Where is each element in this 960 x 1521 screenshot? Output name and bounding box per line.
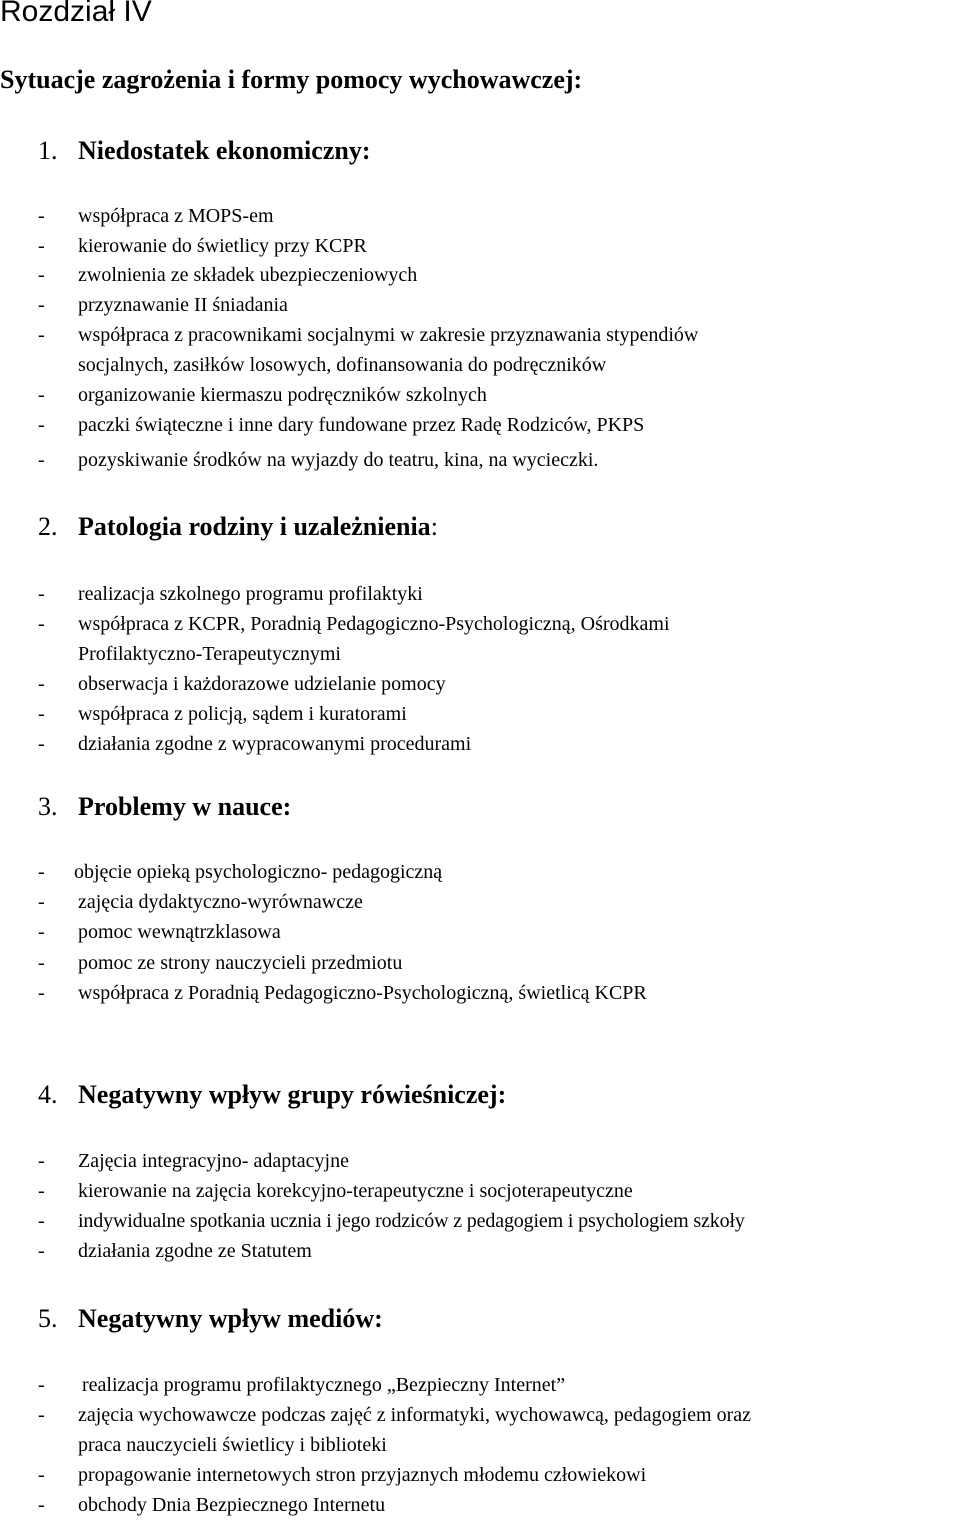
list-item: - współpraca z pracownikami socjalnymi w zakresie przyznawania stypendiów socjalnych, zasiłków losowych, dofinansowania do podręczników [38, 324, 699, 376]
document-page: Rozdział IV Sytuacje zagrożenia i formy pomocy wychowawczej: 1. Niedostatek ekonomiczny: - współpraca z MOPS-em - kierowanie do świetlicy przy KCPR - zwolnienia ze składek ubezpieczeniowych - przyznawanie II śniadania - współpraca z pracownikami socjalnymi w zakresie przyznawania stypendiów socjalnych, zasiłków losowych, dofinansowania do podręczników - organizowanie kiermaszu podręczników szkolnych - paczki świąteczne i inne dary fundowane przez Radę Rodziców, PKPS - pozyskiwanie środków na wyjazdy do teatru, kina, na wycieczki. 2. Patologia rodziny i uzależnienia: - realizacja szkolnego programu profilaktyki - współpraca z KCPR, Poradnią Pedagogiczno-Psychologiczną, Ośrodkami Profilaktyczno-Terapeutycznymi - obserwacja i każdorazowe udzielanie pomocy - współpraca z policją, sądem i kuratorami - działania zgodne z wypracowanymi procedurami 3. Problemy w nauce: - objęcie opieką psychologiczno- pedagogiczną - zajęcia dydaktyczno-wyrównawcze - pomoc wewnątrzklasowa - pomoc ze strony nauczycieli przedmiotu - współpraca z Poradnią Pedagogiczno-Psychologiczną, świetlicą KCPR 4. Negatywny wpływ grupy rówieśniczej: - Zajęcia integracyjno- adaptacyjne - kierowanie na zajęcia korekcyjno-terapeutyczne i socjoterapeutyczne - indywidualne spotkania ucznia i jego rodziców z pedagogiem i psychologiem szkoły - działania zgodne ze Statutem 5. Negatywny wpływ mediów: - realizacja programu profilaktycznego „Bezpieczny Internet” - zajęcia wychowawcze podczas zajęć z informatyki, wychowawcą, pedagogiem oraz praca nauczycieli świetlicy i biblioteki - propagowanie internetowych stron przyjaznych młodemu człowiekowi - obchody Dnia Bezpiecznego Internetu [0, 0, 960, 1521]
section-heading-4 [38, 1077, 507, 1113]
list-item: - współpraca z KCPR, Poradnią Pedagogiczno-Psychologiczną, Ośrodkami Profilaktyczno-Terapeutycznymi [38, 613, 670, 665]
section-title: Patologia rodziny i uzależnienia: [78, 512, 438, 541]
section-heading-2 [38, 509, 438, 545]
section-title: Negatywny wpływ mediów: [78, 1304, 383, 1333]
section-number: 4. [38, 1080, 58, 1109]
section-number: 2. [38, 512, 58, 541]
section-title: Niedostatek ekonomiczny: [78, 136, 371, 165]
chapter-title: Rozdział IV [0, 0, 152, 28]
section-number: 3. [38, 792, 58, 821]
document-subtitle: Sytuacje zagrożenia i formy pomocy wychowawczej: [0, 65, 583, 94]
section-heading-5 [38, 1301, 383, 1337]
section-title: Negatywny wpływ grupy rówieśniczej: [78, 1080, 507, 1109]
section-heading-3 [38, 789, 292, 825]
list-item: - zajęcia wychowawcze podczas zajęć z informatyki, wychowawcą, pedagogiem oraz praca nauczycieli świetlicy i biblioteki [38, 1404, 751, 1456]
section-number: 5. [38, 1304, 58, 1333]
section-heading-1 [38, 133, 371, 169]
section-number: 1. [38, 136, 58, 165]
section-title: Problemy w nauce: [78, 792, 292, 821]
